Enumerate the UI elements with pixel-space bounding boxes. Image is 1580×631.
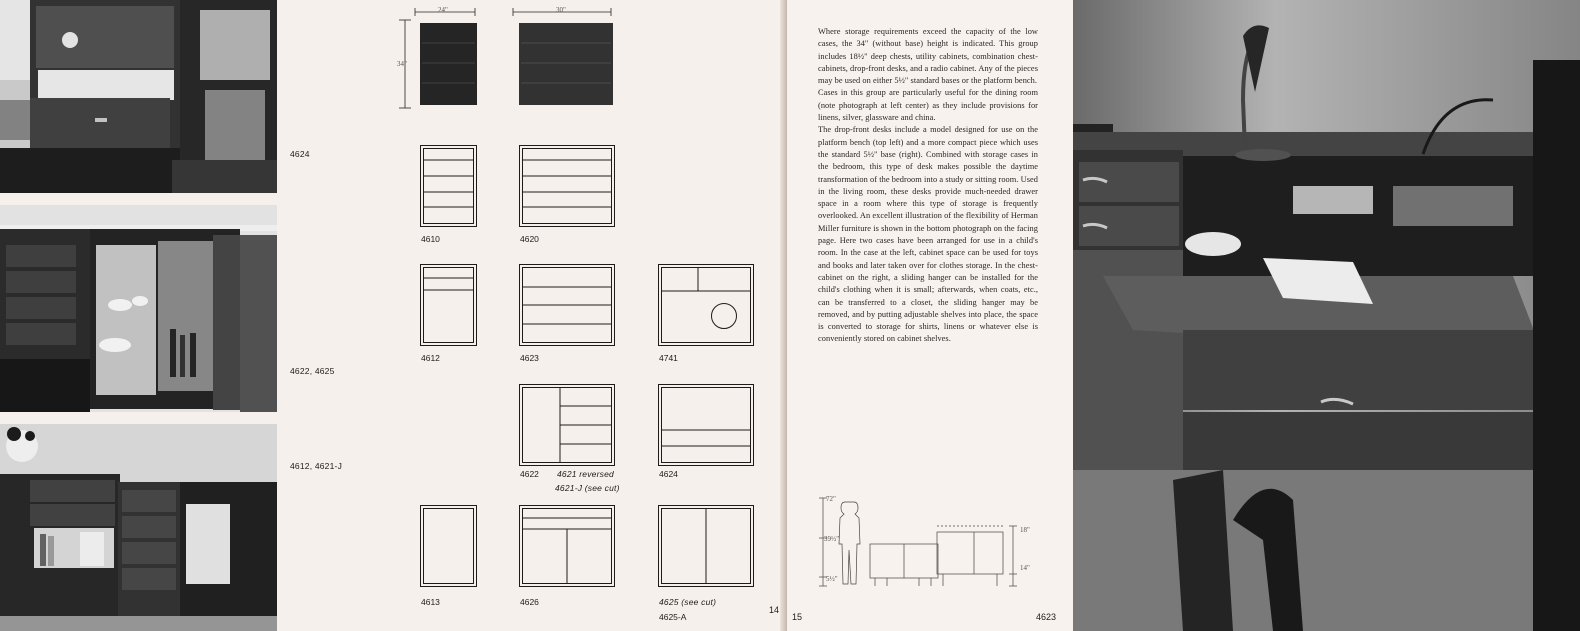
photo-drop-front-desk bbox=[1073, 0, 1580, 631]
model-label-4623: 4623 bbox=[520, 353, 539, 363]
model-label-4624: 4624 bbox=[659, 469, 678, 479]
photo-dining-cabinet bbox=[0, 205, 277, 412]
page-number-left: 14 bbox=[769, 605, 780, 615]
elevation-4741 bbox=[658, 264, 754, 346]
scale-label-18: 18" bbox=[1020, 526, 1030, 534]
elevation-4612 bbox=[420, 264, 477, 346]
left-page bbox=[0, 0, 787, 631]
photo-childs-room bbox=[0, 424, 277, 631]
elevation-4622-4621 bbox=[519, 384, 615, 466]
photo-caption-middle: 4622, 4625 bbox=[290, 366, 335, 376]
case-photo-24 bbox=[420, 23, 477, 105]
elevation-4625 bbox=[658, 505, 754, 587]
elevation-4610 bbox=[420, 145, 477, 227]
dim-width-30: 30" bbox=[556, 6, 566, 14]
scale-diagram bbox=[815, 492, 1045, 592]
dim-height-34: 34" bbox=[397, 60, 407, 68]
photo-caption-right: 4623 bbox=[1036, 612, 1057, 622]
elevation-4620 bbox=[519, 145, 615, 227]
model-label-4625: 4625 (see cut) bbox=[659, 597, 717, 607]
model-label-4626: 4626 bbox=[520, 597, 539, 607]
case-photo-30 bbox=[519, 23, 613, 105]
page-number-right: 15 bbox=[792, 612, 803, 622]
body-text bbox=[818, 26, 1038, 346]
elevation-4613 bbox=[420, 505, 477, 587]
paragraph: The drop-front desks include a model designed for use on the platform bench (top left) and a more compact piece which uses the standard 5½" base (right). Combined with storage cases in the bedroom, this type of desk makes possible the daytime transformation of the bedroom into a study or sitting room. Used in the living room, these desks provide much-needed drawer space in a room where this type of storage is frequently overlooked. An excellent illustration of the flexibility of Herman Miller furniture is shown in the bottom photograph on the facing page. Here two cases have been arranged for use in a child's room. In the case at the left, cabinet space can be used for toys and books and later taken over for clothes storage. In the chest-cabinet on the right, a sliding hanger can be installed for the child's clothing when it is small; afterwards, when coats, etc., can be transferred to a closet, the sliding hanger may be removed, and by putting adjustable shelves into place, the space is converted to storage for shirts, linens or whatever else is conveniently stored on cabinet shelves. bbox=[818, 125, 1038, 344]
scale-label-5: 5½" bbox=[826, 575, 838, 583]
dim-width-24: 24" bbox=[438, 6, 448, 14]
model-label-4610: 4610 bbox=[421, 234, 440, 244]
model-label-4622: 4622 bbox=[520, 469, 539, 479]
photo-desk-shelves bbox=[0, 0, 277, 193]
scale-label-14: 14" bbox=[1020, 564, 1030, 572]
photo-caption-bottom: 4612, 4621-J bbox=[290, 461, 343, 471]
paragraph: Cases in this group are particularly useful for the dining room (note photograph at left center) as they include provisions for linens, silver, glassware and china. bbox=[818, 88, 1038, 123]
model-label-4741: 4741 bbox=[659, 353, 678, 363]
paragraph: Where storage requirements exceed the capacity of the low cases, the 34" (without base) height is indicated. This group includes 18½" deep chests, utility cabinets, combination chest-cabinets, drop-front desks, and a radio cabinet. Any of the pieces may be used on either 5½" standard bases or the platform bench. bbox=[818, 27, 1038, 86]
model-label-4625-a: 4625-A bbox=[659, 612, 687, 622]
model-label-4621-reversed: 4621 reversed bbox=[557, 469, 614, 479]
model-label-4621-j: 4621-J (see cut) bbox=[555, 483, 620, 493]
elevation-4623 bbox=[519, 264, 615, 346]
photo-caption-top: 4624 bbox=[290, 149, 310, 159]
model-label-4613: 4613 bbox=[421, 597, 440, 607]
scale-label-72: 72" bbox=[826, 495, 836, 503]
scale-label-39: 39½" bbox=[824, 535, 840, 543]
model-label-4620: 4620 bbox=[520, 234, 539, 244]
elevation-4626 bbox=[519, 505, 615, 587]
model-label-4612: 4612 bbox=[421, 353, 440, 363]
elevation-4624 bbox=[658, 384, 754, 466]
